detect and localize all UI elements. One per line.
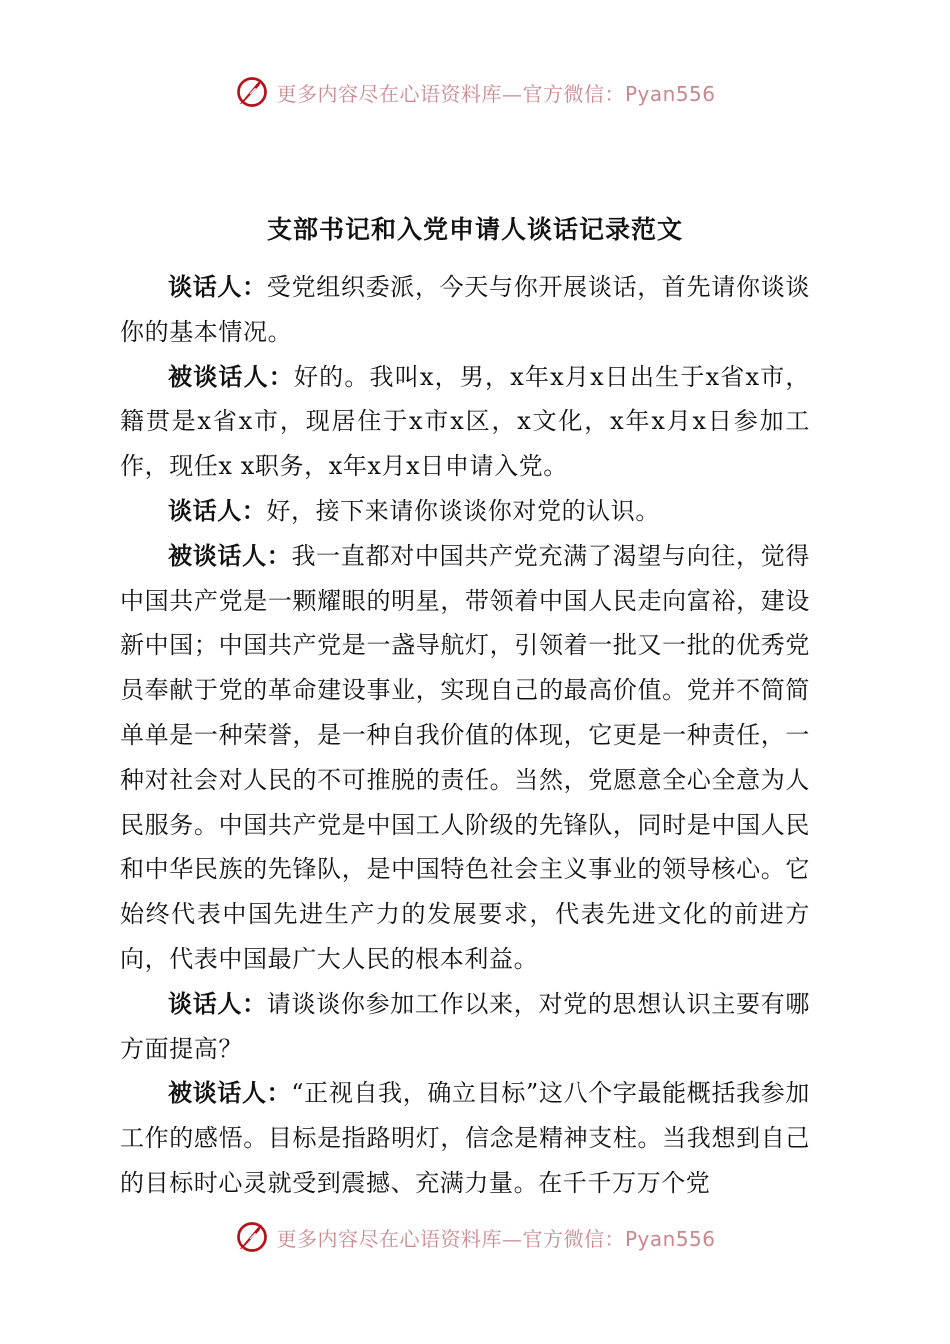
paragraph-text: 好，接下来请你谈谈你对党的认识。 xyxy=(266,496,661,525)
paragraph-text: “正视自我，确立目标”这八个字最能概括我参加工作的感悟。目标是指路明灯，信念是精神支柱。当我想到自己的目标时心灵就受到震撼、充满力量。在千千万万个党 xyxy=(120,1079,810,1197)
paragraph-text: 好的。我叫x，男，x年x月x日出生于x省x市，籍贯是x省x市，现居住于x市x区，x文化，x年x月x日参加工作，现任x x职务，x年x月x日申请入党。 xyxy=(120,362,811,481)
watermark-text: 更多内容尽在心语资料库—官方微信：Pyan556 xyxy=(276,81,716,106)
speaker-label: 被谈话人： xyxy=(168,361,294,391)
speaker-label: 谈话人： xyxy=(168,272,267,301)
quill-logo-icon xyxy=(234,1219,270,1255)
document-title: 支部书记和入党申请人谈话记录范文 xyxy=(266,215,683,244)
speaker-label: 被谈话人： xyxy=(168,1078,292,1108)
paragraph xyxy=(120,1071,810,1205)
paragraph-text: 受党组织委派，今天与你开展谈话，首先请你谈谈你的基本情况。 xyxy=(120,273,811,346)
watermark-text: 更多内容尽在心语资料库—官方微信：Pyan556 xyxy=(276,1226,716,1251)
header-watermark-banner xyxy=(0,70,950,114)
paragraph-text: 请谈谈你参加工作以来，对党的思想认识主要有哪方面提高？ xyxy=(120,989,811,1063)
paragraph xyxy=(120,265,810,355)
speaker-label: 谈话人： xyxy=(168,988,267,1018)
speaker-label: 谈话人： xyxy=(168,495,267,525)
paragraph-text: 我一直都对中国共产党充满了渴望与向往，觉得中国共产党是一颗耀眼的明星，带领着中国人民走向富裕，建设新中国；中国共产党是一盏导航灯，引领着一批又一批的优秀党员奉献于党的革命建设事业，实现自己的最高价值。党并不简简单单是一种荣誉，是一种自我价值的体现，它更是一种责任，一种对社会对人民的不可推脱的责任。当然，党愿意全心全意为人民服务。中国共产党是中国工人阶级的先锋队，同时是中国人民和中华民族的先锋队，是中国特色社会主义事业的领导核心。它始终代表中国先进生产力的发展要求，代表先进文化的前进方向，代表中国最广大人民的根本利益。 xyxy=(120,541,810,973)
document-body xyxy=(120,265,810,1206)
paragraph xyxy=(120,534,810,982)
paragraph xyxy=(120,355,810,489)
footer-watermark-banner xyxy=(0,1215,950,1259)
speaker-label: 被谈话人： xyxy=(168,540,292,570)
paragraph xyxy=(120,489,810,534)
paragraph xyxy=(120,982,810,1072)
quill-logo-icon xyxy=(234,74,270,110)
